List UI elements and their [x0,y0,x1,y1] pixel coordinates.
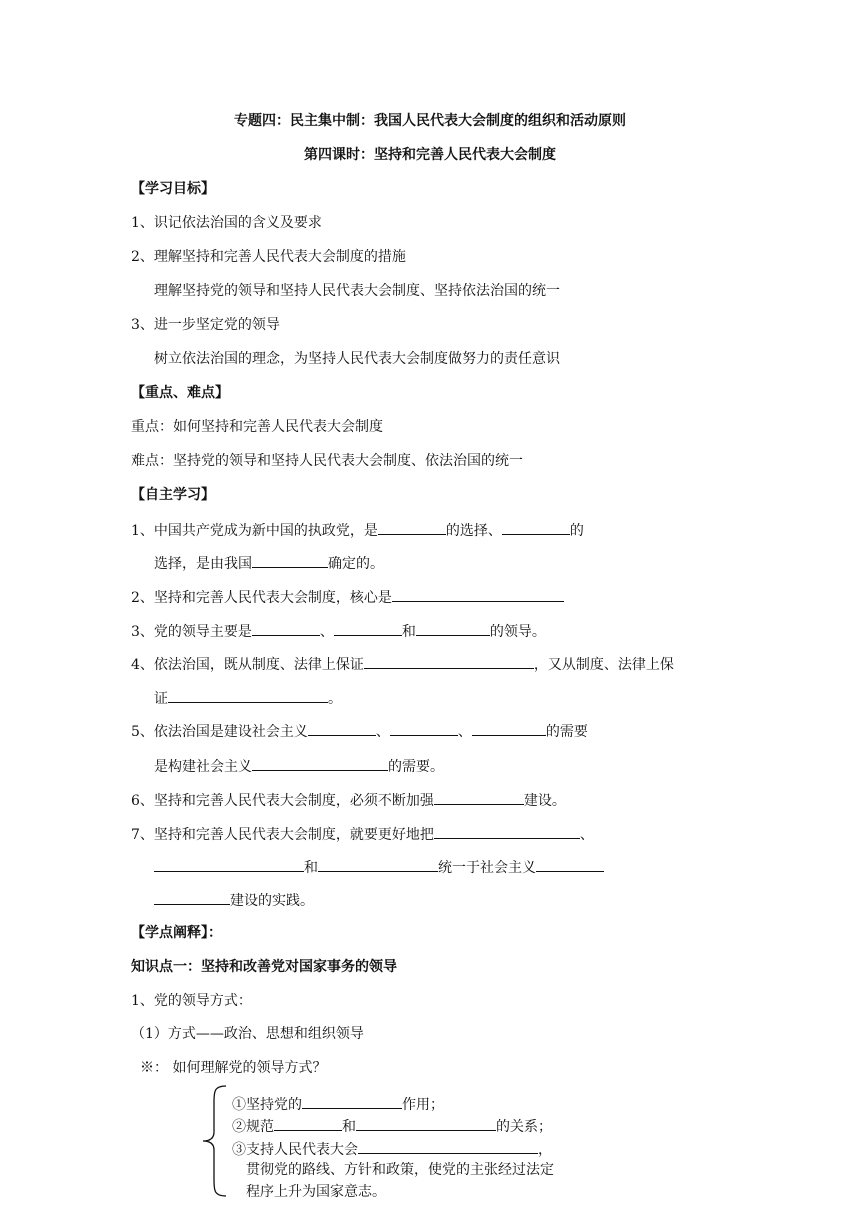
fill-blank[interactable] [252,621,320,636]
keypoints-heading: 【重点、难点】 [131,385,229,401]
fill-blank[interactable] [358,1139,538,1154]
fill-blank[interactable] [472,721,546,736]
fill-blank[interactable] [536,857,604,872]
explain-sub-1: （1）方式——政治、思想和组织领导 [131,1026,364,1042]
fill-blank[interactable] [378,520,446,535]
goal-item-1: 1、识记依法治国的含义及要求 [131,215,322,231]
question-4: 4、依法治国，既从制度、法律上保证 ，又从制度、法律上保 [131,654,674,674]
fill-blank[interactable] [364,654,534,669]
fill-blank[interactable] [308,721,376,736]
brace-item-2: ②规范 和 的关系； [232,1116,552,1136]
fill-blank[interactable] [154,857,304,872]
fill-blank[interactable] [502,520,570,535]
goals-heading: 【学习目标】 [131,181,215,197]
fill-blank[interactable] [302,1094,402,1109]
question-7-end: 建设的实践。 [154,890,314,910]
page-subtitle: 第四课时：坚持和完善人民代表大会制度 [304,147,556,163]
selfstudy-heading: 【自主学习】 [131,487,215,503]
question-5-cont: 是构建社会主义 的需要。 [154,756,444,776]
question-3: 3、党的领导主要是 、 和 的领导。 [131,621,546,641]
page-title: 专题四：民主集中制：我国人民代表大会制度的组织和活动原则 [234,113,626,129]
goal-item-2-detail: 理解坚持党的领导和坚持人民代表大会制度、坚持依法治国的统一 [154,283,560,299]
explain-note: ※： 如何理解党的领导方式？ [140,1060,327,1076]
fill-blank[interactable] [252,553,328,568]
fill-blank[interactable] [390,721,458,736]
brace-item-3-cont: 贯彻党的路线、方针和政策，使党的主张经过法定 [246,1162,554,1178]
fill-blank[interactable] [274,1116,342,1131]
goal-item-2: 2、理解坚持和完善人民代表大会制度的措施 [131,249,406,265]
fill-blank[interactable] [434,824,580,839]
focus-text: 重点：如何坚持和完善人民代表大会制度 [131,419,383,435]
fill-blank[interactable] [356,1116,496,1131]
question-1: 1、中国共产党成为新中国的执政党，是 的选择、 的 [131,520,584,540]
brace-item-3: ③支持人民代表大会 ， [232,1139,552,1159]
fill-blank[interactable] [434,790,524,805]
question-7: 7、坚持和完善人民代表大会制度，就要更好地把 、 [131,824,594,844]
difficulty-text: 难点：坚持党的领导和坚持人民代表大会制度、依法治国的统一 [131,453,523,469]
brace-item-1: ①坚持党的 作用； [232,1094,444,1114]
goal-item-3: 3、进一步坚定党的领导 [131,317,280,333]
question-5: 5、依法治国是建设社会主义 、 、 的需要 [131,721,588,741]
knowledge-point-1: 知识点一：坚持和改善党对国家事务的领导 [131,959,397,975]
question-4-cont: 证 。 [154,688,342,708]
fill-blank[interactable] [416,621,490,636]
brace-item-3-end: 程序上升为国家意志。 [246,1184,386,1200]
question-6: 6、坚持和完善人民代表大会制度，必须不断加强 建设。 [131,790,566,810]
question-7-cont: 和 统一于社会主义 [154,857,604,877]
fill-blank[interactable] [168,688,328,703]
question-1-cont: 选择，是由我国 确定的。 [154,553,384,573]
explain-item-1: 1、党的领导方式： [131,993,252,1009]
explain-heading: 【学点阐释】： [131,925,222,941]
left-brace-icon [200,1084,230,1198]
fill-blank[interactable] [252,756,388,771]
fill-blank[interactable] [318,857,438,872]
goal-item-3-detail: 树立依法治国的理念，为坚持人民代表大会制度做努力的责任意识 [154,351,560,367]
question-2: 2、坚持和完善人民代表大会制度，核心是 [131,587,564,607]
fill-blank[interactable] [334,621,402,636]
fill-blank[interactable] [154,890,230,905]
fill-blank[interactable] [392,587,564,602]
